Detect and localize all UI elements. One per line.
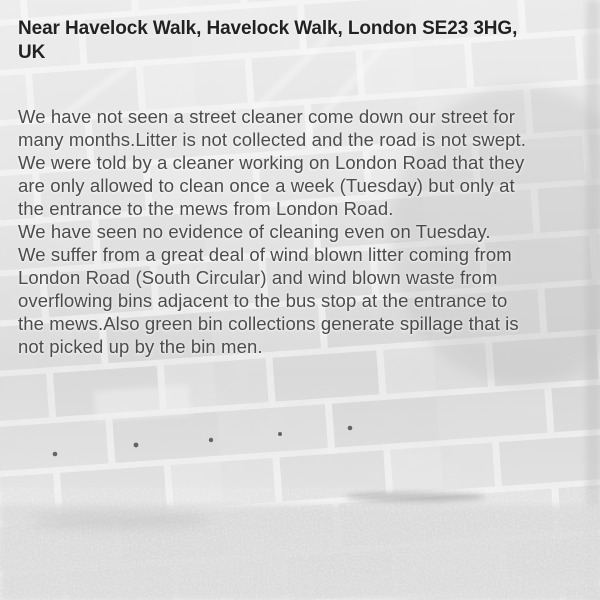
report-body-line: not picked up by the bin men. <box>18 336 263 357</box>
report-body-line: We were told by a cleaner working on London Road that they <box>18 152 525 173</box>
report-body-line: London Road (South Circular) and wind blown waste from <box>18 267 498 288</box>
report-description <box>18 105 580 358</box>
report-title-line: Near Havelock Walk, Havelock Walk, London SE23 3HG, <box>18 18 518 39</box>
report-body-line: the entrance to the mews from London Road. <box>18 198 394 219</box>
report-body-line: overflowing bins adjacent to the bus stop at the entrance to <box>18 290 508 311</box>
report-body-line: We have seen no evidence of cleaning even on Tuesday. <box>18 221 491 242</box>
report-body-line: are only allowed to clean once a week (Tuesday) but only at <box>18 175 515 196</box>
report-body-line: We suffer from a great deal of wind blown litter coming from <box>18 244 512 265</box>
report-location-title <box>18 17 580 65</box>
report-body-line: many months.Litter is not collected and the road is not swept. <box>18 129 527 150</box>
report-body-line: We have not seen a street cleaner come down our street for <box>18 106 515 127</box>
report-body-line: the mews.Also green bin collections generate spillage that is <box>18 313 519 334</box>
report-title-line: UK <box>18 42 46 63</box>
